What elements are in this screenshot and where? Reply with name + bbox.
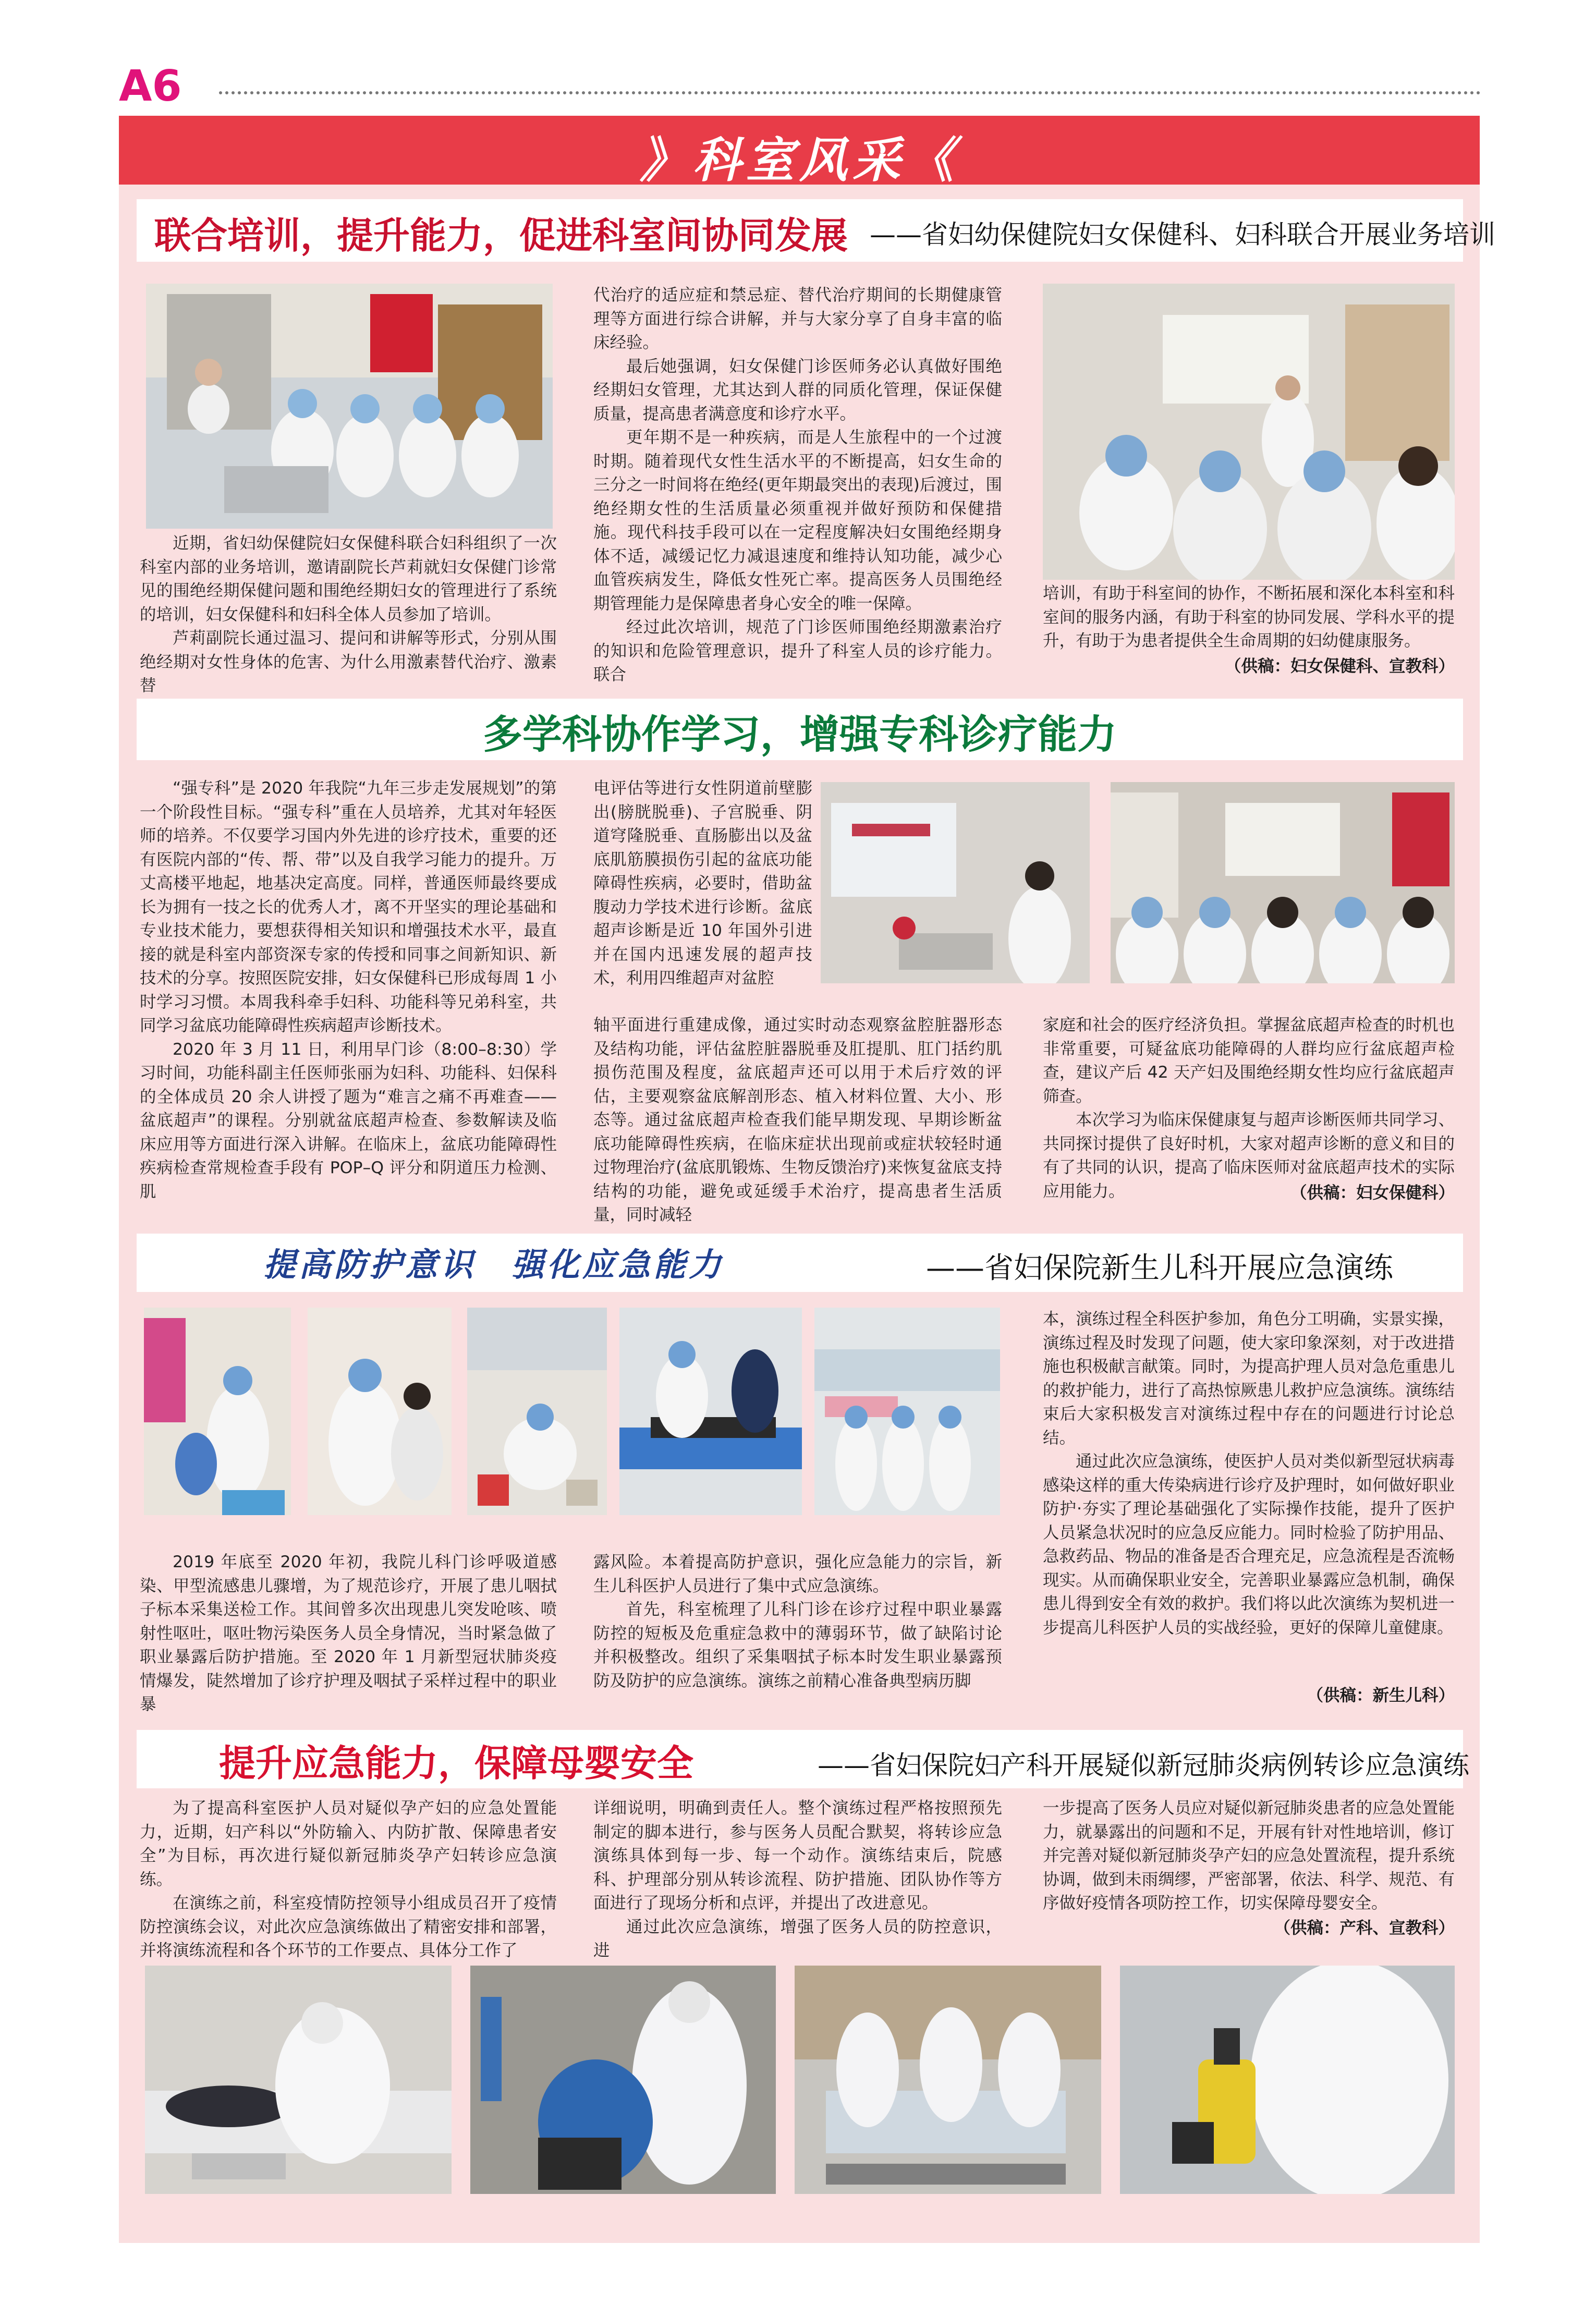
article4-col3	[1043, 1797, 1455, 1916]
paragraph: 经过此次培训，规范了门诊医师围绝经期激素治疗的知识和危险管理意识，提升了科室人员的诊疗能力。联合	[593, 618, 1002, 684]
article3-photo-5	[814, 1308, 1000, 1515]
article3-photo-2	[308, 1308, 452, 1515]
article4-photo-4	[1120, 1966, 1455, 2194]
article3-photo-1	[144, 1308, 291, 1515]
article3-subtitle: ——省妇保院新生儿科开展应急演练	[926, 1251, 1393, 1285]
article3-title: 提高防护意识 强化应急能力	[263, 1246, 725, 1284]
article2-title: 多学科协作学习，增强专科诊疗能力	[483, 711, 1117, 758]
article3-col1	[140, 1551, 557, 1717]
article1-photo-lecture	[1043, 284, 1455, 580]
paragraph: 芦莉副院长通过温习、提问和讲解等形式，分别从围绝经期对女性身体的危害、为什么用激素替代治疗、激素替	[140, 629, 557, 695]
paragraph: 一步提高了医务人员应对疑似新冠肺炎患者的应急处置能力，就暴露出的问题和不足，开展有针对性地培训，修订并完善对疑似新冠肺炎孕产妇的应急处置流程，提升系统协调，做到未雨绸缪，严密部署，依法、科学、规范、有序做好疫情各项防控工作，切实保障母婴安全。	[1043, 1799, 1455, 1912]
article4-col1	[140, 1797, 557, 1963]
paragraph: 通过此次应急演练，增强了医务人员的防控意识，进	[593, 1917, 1002, 1960]
paragraph: 2019 年底至 2020 年初，我院儿科门诊呼吸道感染、甲型流感患儿骤增，为了规范诊疗，开展了患儿咽拭子标本采集送检工作。其间曾多次出现患儿突发呛咳、喷射性呕吐，呕吐物污染医务人员全身情况，当时紧急做了职业暴露后防护措施。至 2020 年 1 月新型冠状肺炎疫情爆发，陡然增加了诊疗护理及咽拭子采样过程中的职业暴	[140, 1553, 557, 1714]
article1-subtitle: ——省妇幼保健院妇女保健科、妇科联合开展业务培训	[870, 219, 1495, 250]
paragraph: 在演练之前，科室疫情防控领导小组成员召开了疫情防控演练会议，对此次应急演练做出了精密安排和部署，并将演练流程和各个环节的工作要点、具体分工作了	[140, 1894, 557, 1960]
paragraph: 家庭和社会的医疗经济负担。掌握盆底超声检查的时机也非常重要，可疑盆底功能障碍的人群均应行盆底超声检查，建议产后 42 天产妇及围绝经期女性均应行盆底超声筛查。	[1043, 1016, 1455, 1106]
paragraph: 培训，有助于科室间的协作，不断拓展和深化本科室和科室间的服务内涵，有助于科室的协同发展、学科水平的提升，有助于为患者提供全生命周期的妇幼健康服务。	[1043, 584, 1455, 650]
paragraph: 最后她强调，妇女保健门诊医师务必认真做好围绝经期妇女管理，尤其达到人群的同质化管理，保证保健质量，提高患者满意度和诊疗水平。	[593, 357, 1002, 423]
article1-col1	[140, 532, 557, 698]
paragraph: 首先，科室梳理了儿科门诊在诊疗过程中职业暴露防控的短板及危重症急救中的薄弱环节，做了缺陷讨论并积极整改。组织了采集咽拭子标本时发生职业暴露预防及防护的应急演练。演练之前精心准备典型病历脚	[593, 1600, 1002, 1690]
article4-source: （供稿：产科、宣教科）	[1274, 1919, 1455, 1937]
paragraph: 2020 年 3 月 11 日，利用早门诊（8:00–8:30）学习时间，功能科副主任医师张丽为妇科、功能科、妇保科的全体成员 20 余人讲授了题为“难言之痛不再难查——盆底超声”的课程。分别就盆底超声检查、参数解读及临床应用等方面进行深入讲解。在临床上，盆底功能障碍性疾病检查常规检查手段有 POP–Q 评分和阴道压力检测、肌	[140, 1040, 557, 1201]
article4-photo-2	[470, 1966, 776, 2194]
paragraph: 本，演练过程全科医护参加，角色分工明确，实景实操，演练过程及时发现了问题，使大家印象深刻，对于改进措施也积极献言献策。同时，为提高护理人员对急危重患儿的救护能力，进行了高热惊厥患儿救护应急演练。演练结束后大家积极发言对演练过程中存在的问题进行讨论总结。	[1043, 1310, 1455, 1447]
paragraph: 本次学习为临床保健康复与超声诊断医师共同学习、共同探讨提供了良好时机，大家对超声诊断的意义和目的有了共同的认识，提高了临床医师对盆底超声技术的实际应用能力。	[1043, 1111, 1455, 1201]
article3-col3	[1043, 1308, 1455, 1640]
paragraph: 露风险。本着提高防护意识，强化应急能力的宗旨，新生儿科医护人员进行了集中式应急演练。	[593, 1553, 1002, 1595]
article4-photo-3	[795, 1966, 1101, 2194]
article3-photo-3	[467, 1308, 607, 1515]
paragraph: 电评估等进行女性阴道前壁膨出(膀胱脱垂)、子宫脱垂、阴道穹隆脱垂、直肠膨出以及盆底肌筋膜损伤引起的盆底功能障碍性疾病，必要时，借助盆腹动力学技术进行诊断。盆底超声诊断是近 10 年国外引进并在国内迅速发展的超声技术，利用四维超声对盆腔	[593, 779, 812, 987]
article3-col2	[593, 1551, 1002, 1693]
article4-subtitle: ——省妇保院妇产科开展疑似新冠肺炎病例转诊应急演练	[818, 1750, 1469, 1780]
paragraph: 详细说明，明确到责任人。整个演练过程严格按照预先制定的脚本进行，参与医务人员配合默契，将转诊应急演练具体到每一步、每一个动作。演练结束后，院感科、护理部分别从转诊流程、防护措施、团队协作等方面进行了现场分析和点评，并提出了改进意见。	[593, 1799, 1002, 1912]
article2-col1	[140, 777, 557, 1204]
article3-photo-4	[619, 1308, 802, 1515]
paragraph: 更年期不是一种疾病，而是人生旅程中的一个过渡时期。随着现代女性生活水平的不断提高，妇女生命的三分之一时间将在绝经(更年期最突出的表现)后渡过，围绝经期女性的生活质量必须重视并做好预防和保健措施。现代科技手段可以在一定程度解决妇女围绝经期身体不适，减缓记忆力减退速度和维持认知功能，减少心血管疾病发生，降低女性死亡率。提高医务人员围绝经期管理能力是保障患者身心安全的唯一保障。	[593, 428, 1002, 613]
paragraph: 代治疗的适应症和禁忌症、替代治疗期间的长期健康管理等方面进行综合讲解，并与大家分享了自身丰富的临床经验。	[593, 286, 1002, 352]
article4-photo-1	[145, 1966, 452, 2194]
article2-col2b	[593, 1014, 1002, 1227]
article4-title: 提升应急能力，保障母婴安全	[219, 1742, 693, 1785]
article4-col2	[593, 1797, 1002, 1963]
article2-photo-presenter	[821, 782, 1090, 983]
article1-photo-training-room	[146, 284, 553, 529]
article2-source: （供稿：妇女保健科）	[1290, 1184, 1455, 1202]
page-number: A6	[119, 62, 182, 111]
article1-source: （供稿：妇女保健科、宣教科）	[1224, 657, 1455, 676]
paragraph: 为了提高科室医护人员对疑似孕产妇的应急处置能力，近期，妇产科以“外防输入、内防扩散、保障患者安全”为目标，再次进行疑似新冠肺炎孕产妇转诊应急演练。	[140, 1799, 557, 1889]
paragraph: “强专科”是 2020 年我院“九年三步走发展规划”的第一个阶段性目标。“强专科”重在人员培养，尤其对年轻医师的培养。不仅要学习国内外先进的诊疗技术，重要的还有医院内部的“传、帮、带”以及自我学习能力的提升。万丈高楼平地起，地基决定高度。同样，普通医师最终要成长为拥有一技之长的优秀人才，离不开坚实的理论基础和专业技术能力，要想获得相关知识和增强技术水平，最直接的就是科室内部资深专家的传授和同事之间新知识、新技术的分享。按照医院安排，妇女保健科已形成每周 1 小时学习习惯。本周我科牵手妇科、功能科等兄弟科室，共同学习盆底功能障碍性疾病超声诊断技术。	[140, 779, 557, 1035]
paragraph: 近期，省妇幼保健院妇女保健科联合妇科组织了一次科室内部的业务培训，邀请副院长芦莉就妇女保健门诊常见的围绝经期保健问题和围绝经期妇女的管理进行了系统的培训，妇女保健科和妇科全体人员参加了培训。	[140, 534, 557, 624]
article1-title: 联合培训，提升能力，促进科室间协同发展	[154, 214, 848, 257]
paragraph: 轴平面进行重建成像，通过实时动态观察盆腔脏器形态及结构功能，评估盆腔脏器脱垂及肛提肌、肛门括约肌损伤范围及程度，盆底超声还可以用于术后疗效的评估，主要观察盆底解剖形态、植入材料位置、大小、形态等。通过盆底超声检查我们能早期发现、早期诊断盆底功能障碍性疾病，在临床症状出现前或症状较轻时通过物理治疗(盆底肌锻炼、生物反馈治疗)来恢复盆底支持结构的功能，避免或延缓手术治疗，提高患者生活质量，同时减轻	[593, 1016, 1002, 1224]
article3-source: （供稿：新生儿科）	[1307, 1686, 1455, 1705]
paragraph: 通过此次应急演练，使医护人员对类似新型冠状病毒感染这样的重大传染病进行诊疗及护理时，如何做好职业防护·夯实了理论基础强化了实际操作技能，提升了医护人员紧急状况时的应急反应能力。同时检验了防护用品、急救药品、物品的准备是否合理充足，应急流程是否流畅现实。从而确保职业安全，完善职业暴露应急机制，确保患儿得到安全有效的救护。我们将以此次演练为契机进一步提高儿科医护人员的实战经验，更好的保障儿童健康。	[1043, 1452, 1455, 1637]
section-banner-title: 》科室风采《	[639, 132, 959, 188]
article1-col3	[1043, 582, 1455, 653]
article1-col2	[593, 284, 1002, 687]
article2-col2a	[593, 777, 812, 991]
article2-photo-audience	[1111, 782, 1455, 983]
header-dotted-rule	[219, 91, 1481, 94]
article2-col3	[1043, 1014, 1455, 1203]
